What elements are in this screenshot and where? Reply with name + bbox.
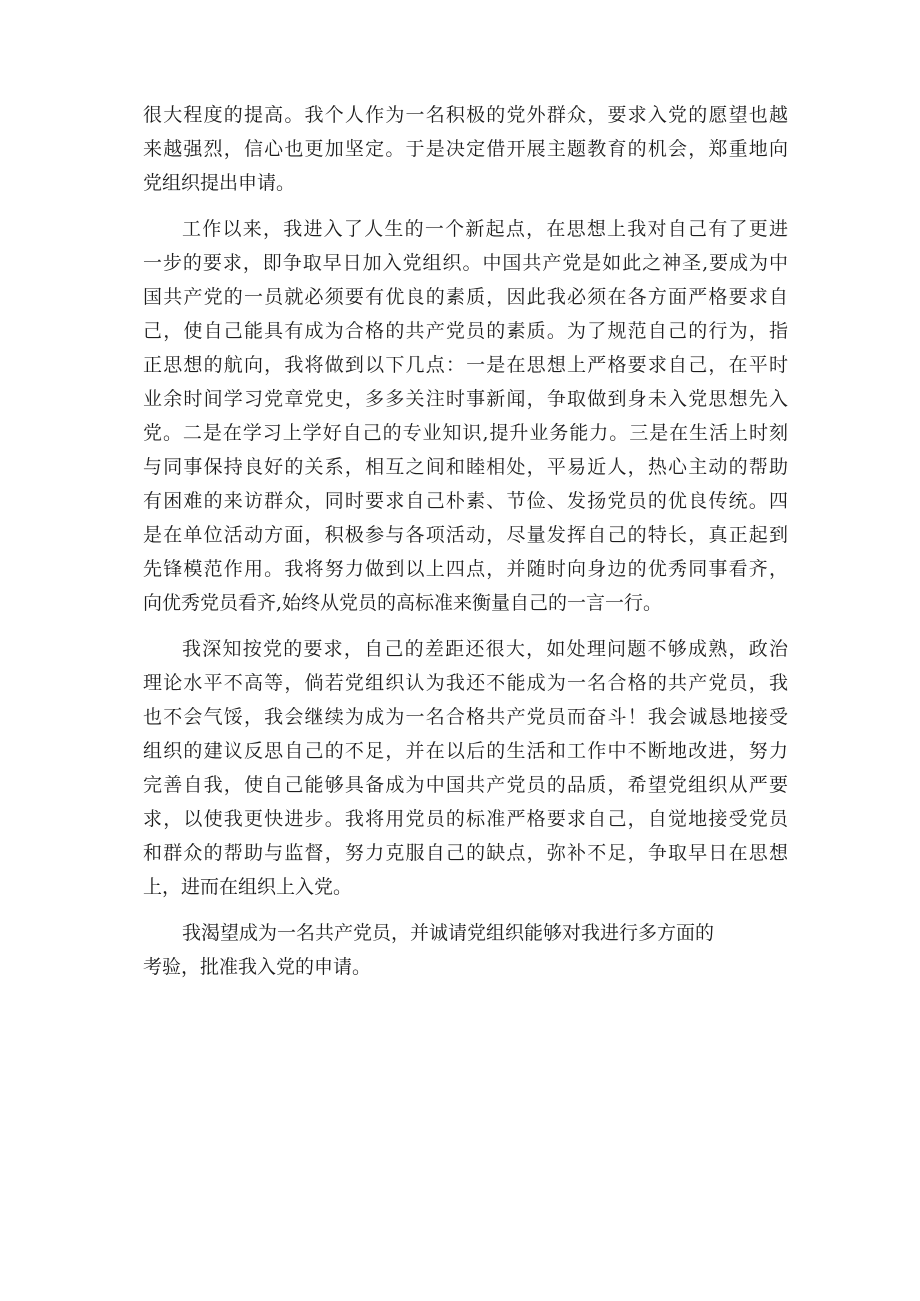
paragraph-3 [143, 632, 788, 904]
text-line: 和群众的帮助与监督，努力克服自己的缺点，弥补不足，争取早日在思想 [143, 842, 788, 864]
text-line: 我渴望成为一名共产党员，并诚请党组织能够对我进行多方面的 [182, 922, 715, 944]
text-line: 党。二是在学习上学好自己的专业知识,提升业务能力。三是在生活上时刻 [143, 422, 788, 444]
text-line: 先锋模范作用。我将努力做到以上四点，并随时向身边的优秀同事看齐， [143, 558, 788, 580]
text-line: 求，以使我更快进步。我将用党员的标准严格要求自己，自觉地接受党员 [143, 808, 788, 830]
text-line: 工作以来，我进入了人生的一个新起点，在思想上我对自己有了更进 [182, 218, 788, 240]
text-line: 组织的建议反思自己的不足，并在以后的生活和工作中不断地改进，努力 [143, 740, 788, 762]
text-line: 我深知按党的要求，自己的差距还很大，如处理问题不够成熟，政治 [182, 638, 788, 660]
text-line: 己，使自己能具有成为合格的共产党员的素质。为了规范自己的行为，指 [143, 320, 788, 342]
text-line: 来越强烈，信心也更加坚定。于是决定借开展主题教育的机会，郑重地向 [143, 138, 788, 160]
text-line: 业余时间学习党章党史，多多关注时事新闻，争取做到身未入党思想先入 [143, 388, 788, 410]
text-line: 考验，批准我入党的申请。 [143, 956, 372, 978]
document-body [143, 98, 788, 984]
paragraph-4 [143, 916, 788, 984]
text-line: 国共产党的一员就必须要有优良的素质，因此我必须在各方面严格要求自 [143, 286, 788, 308]
text-line: 向优秀党员看齐,始终从党员的高标准来衡量自己的一言一行。 [143, 592, 663, 614]
text-line: 一步的要求，即争取早日加入党组织。中国共产党是如此之神圣,要成为中 [143, 252, 788, 274]
text-line: 正思想的航向，我将做到以下几点：一是在思想上严格要求自己，在平时 [143, 354, 788, 376]
text-line: 党组织提出申请。 [143, 172, 296, 194]
text-line: 理论水平不高等，倘若党组织认为我还不能成为一名合格的共产党员，我 [143, 672, 788, 694]
text-line: 有困难的来访群众，同时要求自己朴素、节俭、发扬党员的优良传统。四 [143, 490, 788, 512]
text-line: 上，进而在组织上入党。 [143, 876, 353, 898]
text-line: 与同事保持良好的关系，相互之间和睦相处，平易近人，热心主动的帮助 [143, 456, 788, 478]
text-line: 是在单位活动方面，积极参与各项活动，尽量发挥自己的特长，真正起到 [143, 524, 788, 546]
text-line: 很大程度的提高。我个人作为一名积极的党外群众，要求入党的愿望也越 [143, 104, 788, 126]
paragraph-2 [143, 212, 788, 620]
paragraph-1 [143, 98, 788, 200]
text-line: 完善自我，使自己能够具备成为中国共产党员的品质，希望党组织从严要 [143, 774, 788, 796]
text-line: 也不会气馁，我会继续为成为一名合格共产党员而奋斗！我会诚恳地接受 [143, 706, 788, 728]
